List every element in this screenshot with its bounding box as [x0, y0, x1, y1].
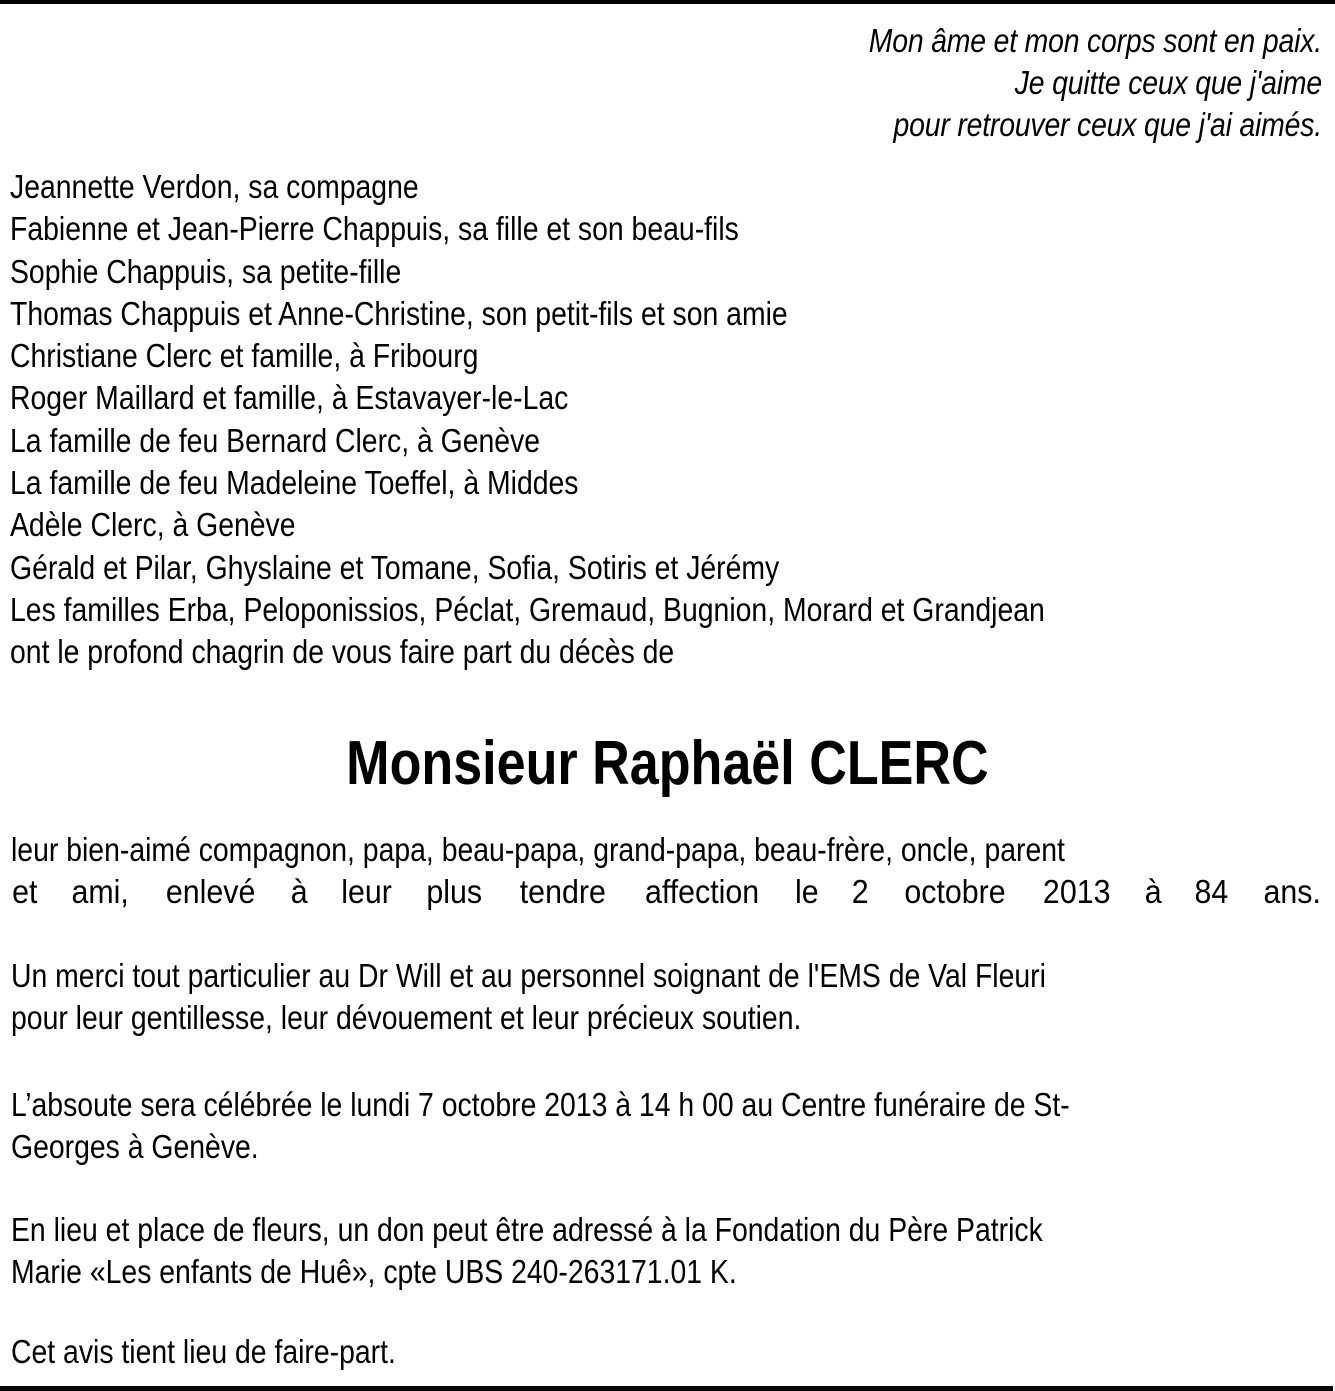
epigraph-quote	[795, 20, 1322, 146]
mourner-line: Fabienne et Jean-Pierre Chappuis, sa fille et son beau-fils	[10, 210, 739, 248]
paragraph-line: pour leur gentillesse, leur dévouement et leur précieux soutien.	[11, 999, 802, 1036]
closing-paragraph	[11, 1331, 1323, 1373]
announcement-line: ont le profond chagrin de vous faire part du décès de	[10, 633, 675, 671]
justified-word: 2	[851, 873, 869, 910]
justified-word: et	[12, 873, 38, 910]
paragraph-line: L’absoute sera célébrée le lundi 7 octobre 2013 à 14 h 00 au Centre funéraire de St-	[11, 1086, 1070, 1123]
ceremony-paragraph	[11, 1084, 1323, 1168]
mourner-line: Christiane Clerc et famille, à Fribourg	[10, 337, 479, 375]
deceased-name: Monsieur Raphaël CLERC	[346, 729, 989, 798]
justified-word: 2013	[1043, 873, 1111, 910]
description-paragraph	[11, 829, 1323, 913]
donation-paragraph	[11, 1209, 1323, 1293]
paragraph-line: Un merci tout particulier au Dr Will et au personnel soignant de l'EMS de Val Fleuri	[11, 957, 1046, 994]
justified-word: 84	[1194, 873, 1229, 910]
justified-word: plus	[426, 873, 483, 910]
justified-word: tendre	[519, 873, 606, 910]
paragraph-line-justified	[11, 871, 1323, 913]
justified-word: affection	[644, 873, 759, 910]
justified-word: ami,	[71, 873, 129, 910]
paragraph-line: En lieu et place de fleurs, un don peut être adressé à la Fondation du Père Patrick	[11, 1211, 1043, 1248]
paragraph-line: Georges à Genève.	[11, 1128, 259, 1165]
epigraph-line: Je quitte ceux que j'aime	[1014, 64, 1322, 101]
closing-line: Cet avis tient lieu de faire-part.	[11, 1333, 396, 1370]
mourner-line: La famille de feu Bernard Clerc, à Genève	[10, 421, 541, 459]
justified-word: le	[795, 873, 820, 910]
mourner-line: Sophie Chappuis, sa petite-fille	[10, 252, 402, 290]
bottom-border-rule	[0, 1386, 1333, 1391]
top-border-rule	[0, 0, 1335, 4]
thanks-paragraph	[11, 955, 1323, 1039]
mourner-line: Les familles Erba, Peloponissios, Péclat, Gremaud, Bugnion, Morard et Grandjean	[10, 590, 1045, 628]
paragraph-line: leur bien-aimé compagnon, papa, beau-papa, grand-papa, beau-frère, oncle, parent	[11, 831, 1065, 868]
mourner-line: Roger Maillard et famille, à Estavayer-le-Lac	[10, 379, 569, 417]
mourner-line: Thomas Chappuis et Anne-Christine, son petit-fils et son amie	[10, 294, 788, 332]
justified-word: leur	[340, 873, 392, 910]
justified-word: à	[290, 873, 308, 910]
justified-word: à	[1145, 873, 1162, 910]
mourner-line: Jeannette Verdon, sa compagne	[10, 168, 419, 205]
epigraph-line: Mon âme et mon corps sont en paix.	[868, 22, 1322, 59]
mourner-line: La famille de feu Madeleine Toeffel, à Middes	[10, 464, 579, 502]
mourner-line: Gérald et Pilar, Ghyslaine et Tomane, Sofia, Sotiris et Jérémy	[10, 548, 780, 586]
epigraph-line: pour retrouver ceux que j'ai aimés.	[893, 106, 1322, 143]
justified-word: enlevé	[165, 873, 256, 910]
justified-word: octobre	[904, 873, 1006, 910]
deceased-name-heading	[0, 724, 1335, 804]
mourners-list	[10, 166, 1213, 674]
paragraph-line: Marie «Les enfants de Huê», cpte UBS 240-263171.01 K.	[11, 1253, 737, 1290]
mourner-line: Adèle Clerc, à Genève	[10, 506, 296, 544]
justified-word: ans.	[1263, 873, 1321, 910]
